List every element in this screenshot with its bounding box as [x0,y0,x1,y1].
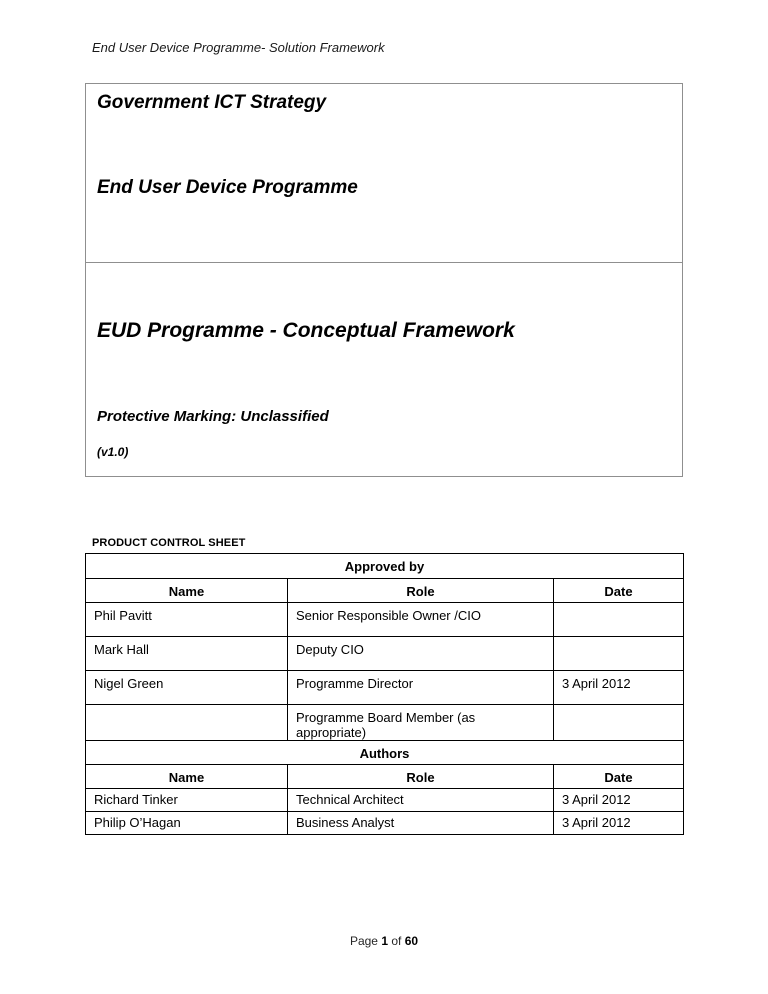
authors-section-row [86,741,684,765]
footer-of-word: of [391,934,402,948]
column-header-name: Name [86,579,288,603]
column-header-role: Role [288,579,554,603]
table-row [86,603,684,637]
table-row [86,812,684,835]
authors-section-title: Authors [86,741,684,765]
cell-date: 3 April 2012 [554,671,684,705]
programme-title: End User Device Programme [97,177,358,198]
column-header-name: Name [86,765,288,789]
authors-columns-row [86,765,684,789]
product-control-sheet-label: PRODUCT CONTROL SHEET [92,537,246,549]
cell-date [554,705,684,741]
page-footer [0,934,768,948]
approved-by-section-row [86,554,684,579]
cell-name: Philip O’Hagan [86,812,288,835]
product-control-sheet-table [85,553,684,835]
cell-role: Senior Responsible Owner /CIO [288,603,554,637]
cell-date: 3 April 2012 [554,789,684,812]
cell-role: Programme Director [288,671,554,705]
cell-name: Mark Hall [86,637,288,671]
cell-date [554,637,684,671]
cell-name: Phil Pavitt [86,603,288,637]
table-row [86,789,684,812]
table-row [86,637,684,671]
cell-name [86,705,288,741]
cell-role: Technical Architect [288,789,554,812]
column-header-date: Date [554,765,684,789]
footer-page-word: Page [349,934,378,948]
cell-date [554,603,684,637]
cell-name: Richard Tinker [86,789,288,812]
cell-date: 3 April 2012 [554,812,684,835]
title-block [85,83,683,477]
cell-role: Programme Board Member (as appropriate) [288,705,554,741]
document-title: EUD Programme - Conceptual Framework [97,319,515,342]
footer-page-number: 1 [381,934,388,948]
cell-role: Business Analyst [288,812,554,835]
cell-name: Nigel Green [86,671,288,705]
protective-marking: Protective Marking: Unclassified [97,408,329,425]
strategy-title: Government ICT Strategy [97,92,327,113]
approved-by-section-title: Approved by [86,554,684,579]
column-header-date: Date [554,579,684,603]
approved-by-columns-row [86,579,684,603]
table-row [86,705,684,741]
title-block-divider [86,262,682,263]
version-label: (v1.0) [97,445,129,459]
footer-total-pages: 60 [404,934,419,948]
table-row [86,671,684,705]
running-header: End User Device Programme- Solution Framework [92,40,385,55]
cell-role: Deputy CIO [288,637,554,671]
column-header-role: Role [288,765,554,789]
